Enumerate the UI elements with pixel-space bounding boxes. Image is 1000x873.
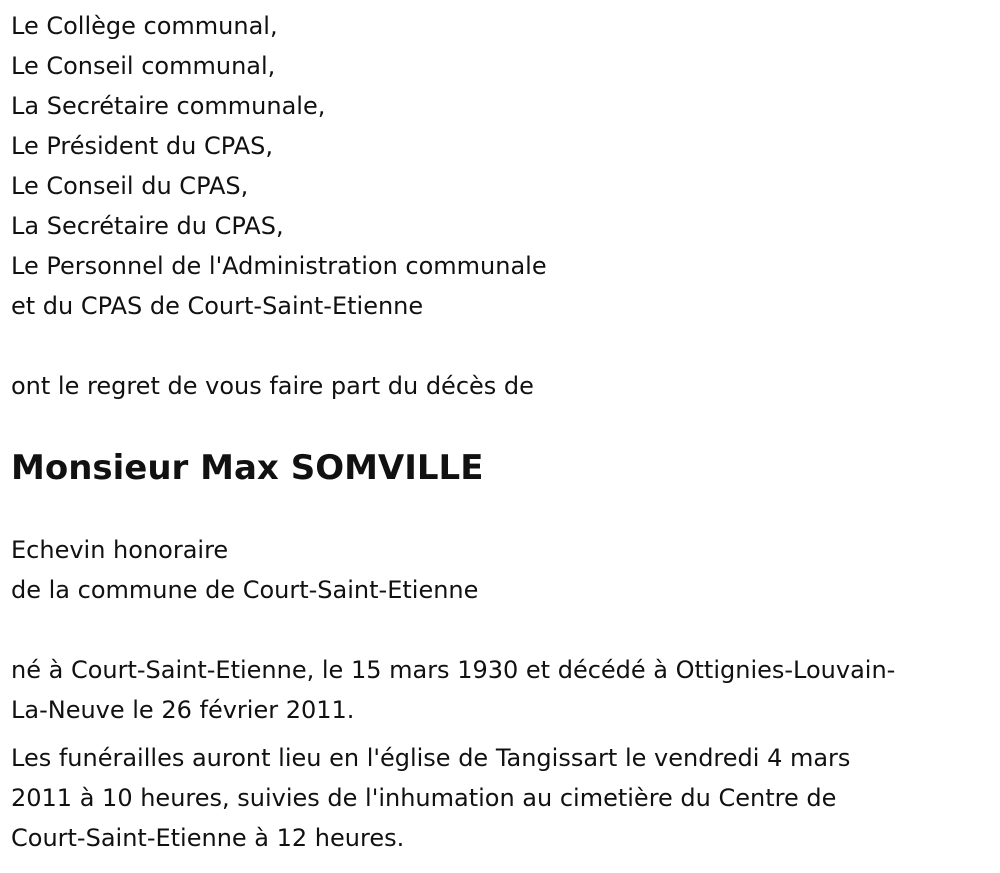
announcement-text: ont le regret de vous faire part du décès de (11, 372, 534, 400)
funeral-line: 2011 à 10 heures, suivies de l'inhumation au cimetière du Centre de (11, 784, 837, 812)
sender-line: Le Personnel de l'Administration communale (11, 252, 547, 280)
obituary-notice (11, 6, 986, 858)
birth-death-line: La-Neuve le 26 février 2011. (11, 696, 355, 724)
funeral-line: Les funérailles auront lieu en l'église de Tangissart le vendredi 4 mars (11, 744, 851, 772)
title-line: Echevin honoraire (11, 536, 229, 564)
titles-block (11, 530, 986, 610)
sender-line: et du CPAS de Court-Saint-Etienne (11, 292, 424, 320)
birth-death-line: né à Court-Saint-Etienne, le 15 mars 1930 et décédé à Ottignies-Louvain- (11, 656, 896, 684)
sender-line: La Secrétaire communale, (11, 92, 326, 120)
funeral-block (11, 738, 986, 858)
sender-line: Le Conseil communal, (11, 52, 276, 80)
birth-death-block (11, 650, 986, 730)
funeral-line: Court-Saint-Etienne à 12 heures. (11, 824, 405, 852)
sender-line: La Secrétaire du CPAS, (11, 212, 284, 240)
sender-line: Le Conseil du CPAS, (11, 172, 249, 200)
announcement (11, 366, 986, 406)
sender-line: Le Président du CPAS, (11, 132, 273, 160)
deceased-name: Monsieur Max SOMVILLE (11, 448, 484, 488)
sender-line: Le Collège communal, (11, 12, 278, 40)
senders-block (11, 6, 986, 326)
title-line: de la commune de Court-Saint-Etienne (11, 576, 479, 604)
